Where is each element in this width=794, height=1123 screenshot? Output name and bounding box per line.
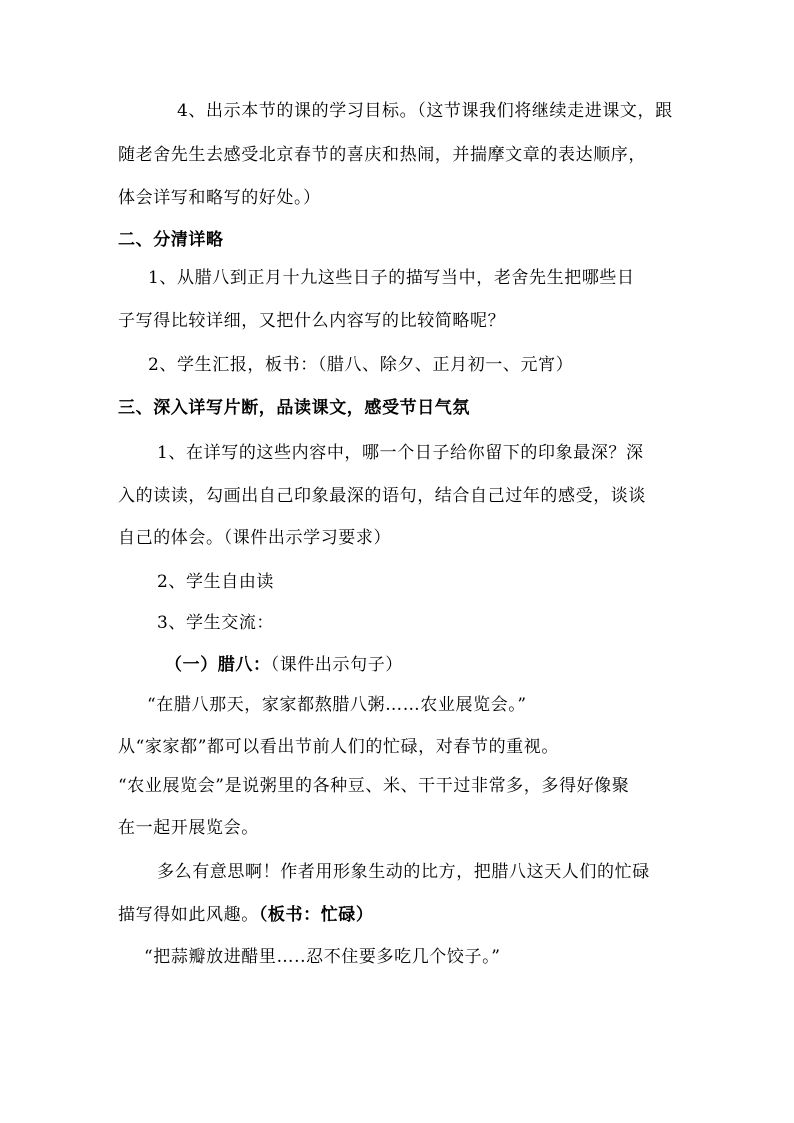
paragraph-free-reading: 2、学生自由读 xyxy=(157,572,275,592)
paragraph-impression-line-1: 1、在详写的这些内容中，哪一个日子给你留下的印象最深？深 xyxy=(157,443,644,463)
section-heading-3: 三、深入详写片断，品读课文，感受节日气氛 xyxy=(118,398,470,418)
paragraph-jiajiadou: 从“家家都”都可以看出节前人们的忙碌，对春节的重视。 xyxy=(118,737,559,757)
paragraph-objectives-line-1: 4、出示本节的课的学习目标。（这节课我们将继续走进课文，跟 xyxy=(177,101,673,121)
blackboard-note-busy: （板书：忙碌） xyxy=(258,905,374,925)
subheading-laba-bold: （一）腊八： xyxy=(165,655,271,675)
paragraph-objectives-line-2: 随老舍先生去感受北京春节的喜庆和热闹，并揣摩文章的表达顺序， xyxy=(118,145,646,165)
paragraph-exhibition-line-1: “农业展览会”是说粥里的各种豆、米、干干过非常多，多得好像聚 xyxy=(118,776,630,796)
paragraph-impression-line-3: 自己的体会。（课件出示学习要求） xyxy=(118,528,392,548)
paragraph-question-line-2: 子写得比较详细，又把什么内容写的比较简略呢？ xyxy=(118,311,506,331)
paragraph-interesting-line-1: 多么有意思啊！作者用形象生动的比方，把腊八这天人们的忙碌 xyxy=(157,862,650,882)
quote-dumplings: “把蒜瓣放进醋里…..忍不住要多吃几个饺子。” xyxy=(144,947,501,967)
subheading-laba xyxy=(165,655,403,675)
paragraph-exhibition-line-2: 在一起开展览会。 xyxy=(118,818,259,838)
paragraph-exchange: 3、学生交流： xyxy=(157,613,275,633)
paragraph-report: 2、学生汇报，板书：（腊八、除夕、正月初一、元宵） xyxy=(148,355,574,375)
paragraph-objectives-line-3: 体会详写和略写的好处。） xyxy=(118,188,321,208)
subheading-laba-rest: （课件出示句子） xyxy=(270,655,403,675)
paragraph-question-line-1: 1、从腊八到正月十九这些日子的描写当中，老舍先生把哪些日 xyxy=(148,268,635,288)
paragraph-impression-line-2: 入的读读，勾画出自己印象最深的语句，结合自己过年的感受，谈谈 xyxy=(118,486,646,506)
section-heading-2: 二、分清详略 xyxy=(118,230,224,250)
quote-laba: “在腊八那天，家家都熬腊八粥……农业展览会。” xyxy=(147,695,527,715)
paragraph-interesting-line-2 xyxy=(118,905,374,925)
paragraph-interesting-plain: 描写得如此风趣。 xyxy=(118,905,259,925)
